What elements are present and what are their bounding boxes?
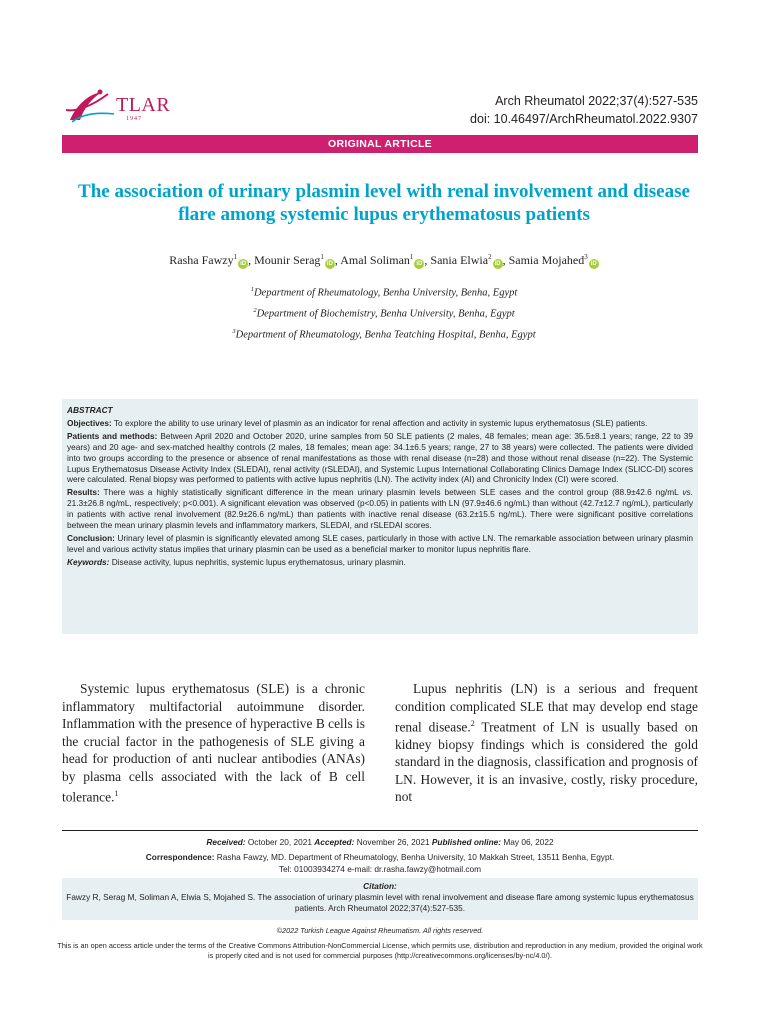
abstract-box [62, 399, 698, 634]
footer-divider [62, 830, 698, 831]
author-name: Samia Mojahed [508, 253, 585, 267]
journal-reference: Arch Rheumatol 2022;37(4):527-535 [495, 94, 698, 108]
affiliation: $^3$Department of Rheumatology, Benha Teatching Hospital, Benha, Egypt [232, 328, 536, 341]
orcid-icon[interactable]: iD [494, 261, 501, 267]
author-list: Rasha Fawzy$^1$iD , Mounir Serag$^1$iD , Amal Soliman$^1$iD , Sania Elwia$^2$iD , Samia Mojahed$^3$iD [169, 253, 597, 267]
author [509, 253, 599, 267]
license-notice: This is an open access article under the terms of the Creative Commons Attribution-NonCommercial License, which permits use, distribution and reproduction in any medium, provided the original work is properly cited and is not used for commercial purposes (http://creativecommons.org/licenses/by-nc/4.0/). [57, 941, 703, 960]
abstract-methods: Patients and methods: Between April 2020 and October 2020, urine samples from 50 SLE patients (2 males, 48 females; mean age: 35.5±8.1 years; range, 22 to 39 years) and 20 age- and sex-matched healthy controls (2 males, 18 females; mean age: 34.1±6.5 years; range, 27 to 38 years) were collected. The patients were divided into two groups according to the presence or absence of renal manifestations as those with renal disease (n=28) and those without renal disease (n=22). The Systemic Lupus Erythematosus Disease Activity Index (SLEDAI), renal activity (rSLEDAI), and Systemic Lupus International Collaborating Clinics Damage Index (SLICC-DI) scores were calculated. Renal biopsy was performed to patients with active lupus nephritis (LN). The activity index (AI) and Chronicity Index (CI) were scored. [67, 430, 693, 485]
affiliation-list [62, 281, 706, 344]
body-column-right [395, 680, 698, 806]
doi-link[interactable]: doi: 10.46497/ArchRheumatol.2022.9307 [470, 112, 698, 126]
logo-year: 1947 [126, 116, 142, 122]
journal-citation [470, 92, 698, 128]
orcid-icon[interactable]: iD [416, 261, 423, 267]
copyright-notice: ©2022 Turkish League Against Rheumatism. All rights reserved. [276, 926, 484, 935]
orcid-icon[interactable]: iD [326, 261, 333, 267]
author [254, 253, 335, 267]
author-affiliation-sup: 1 [409, 253, 414, 261]
logo-text: TLAR [116, 94, 171, 116]
orcid-icon[interactable]: iD [590, 261, 597, 267]
citation-box [62, 878, 698, 920]
author-affiliation-sup: 1 [320, 253, 324, 261]
abstract-heading: ABSTRACT [67, 405, 113, 415]
body-column-left [62, 680, 365, 806]
abstract-keywords: Keywords: Disease activity, lupus nephritis, systemic lupus erythematosus, urinary plasmin. [67, 556, 406, 567]
article-dates: Received: October 20, 2021 Accepted: November 26, 2021 Published online: May 06, 2022 [206, 837, 554, 847]
affiliation: $^2$Department of Biochemistry, Benha University, Benha, Egypt [253, 307, 515, 320]
abstract-objectives: Objectives: To explore the ability to use urinary level of plasmin as an indicator for renal affection and activity in systemic lupus erythematosus (SLE) patients. [67, 417, 648, 428]
logo-swoosh-icon [62, 86, 118, 130]
author-affiliation-sup: 3 [584, 253, 588, 261]
author-name: Sania Elwia [430, 253, 489, 267]
author-name: Rasha Fawzy [169, 253, 234, 267]
correspondence: Correspondence: Rasha Fawzy, MD. Department of Rheumatology, Benha University, 10 Makkah Street, 13511 Benha, Egypt. Tel: 01003934274 e-mail: dr.rasha.fawzy@hotmail.com [62, 851, 698, 875]
author-name: Amal Soliman [340, 253, 410, 267]
author-name: Mounir Serag [254, 253, 321, 267]
author [169, 253, 248, 267]
author [430, 253, 502, 267]
abstract-conclusion: Conclusion: Urinary level of plasmin is significantly elevated among SLE cases, particularly in those with active LN. The remarkable association between urinary plasmin level and various activity status implies that urinary plasmin can be used as a beneficial marker to monitor lupus nephritis flare. [67, 532, 693, 554]
affiliation: $^1$Department of Rheumatology, Benha University, Benha, Egypt [250, 286, 518, 299]
journal-logo [62, 86, 172, 130]
reference-sup[interactable]: 1 [114, 789, 119, 798]
citation-text: Fawzy R, Serag M, Soliman A, Elwia S, Mojahed S. The association of urinary plasmin level with renal involvement and disease flare among systemic lupus erythematosus patients. Arch Rheumatol 2022;37(4):527-535. [66, 892, 694, 913]
article-title: The association of urinary plasmin level with renal involvement and disease flare among systemic lupus erythematosus patients [78, 181, 690, 225]
orcid-icon[interactable]: iD [240, 261, 247, 267]
author [340, 253, 424, 267]
citation-heading: Citation: [363, 881, 397, 891]
article-type-banner: ORIGINAL ARTICLE [62, 135, 698, 153]
body-paragraph: Lupus nephritis (LN) is a serious and frequent condition complicated SLE that may develop end stage renal disease.$^2$ Treatment of LN is usually based on kidney biopsy findings which is considered the gold standard in the diagnosis, classification and prognosis of LN. However, it is an invasive, costly, risky procedure, not [395, 681, 698, 805]
author-affiliation-sup: 2 [488, 253, 492, 261]
contact-info: Tel: 01003934274 e-mail: dr.rasha.fawzy@hotmail.com [278, 864, 482, 874]
reference-sup[interactable]: 2 [470, 719, 475, 728]
author-affiliation-sup: 1 [233, 253, 238, 261]
body-paragraph: Systemic lupus erythematosus (SLE) is a chronic inflammatory multifactorial autoimmune disorder. Inflammation with the presence of hyperactive B cells is the crucial factor in the pathogenesis of SLE giving a head for production of anti nuclear antibodies (ANAs) by plasma cells associated with the lack of B cell tolerance.$^1$ [62, 681, 365, 805]
abstract-results: Results: There was a highly statistically significant difference in the mean urinary plasmin levels between SLE cases and the control group (88.9±42.6 ng/mL vs. 21.3±26.8 ng/mL, respectively; p<0.001). A significant elevation was observed (p<0.05) in patients with LN (97.9±46.6 ng/mL) than without (42.7±12.7 ng/mL), particularly in patients with active renal involvement (82.9±26.6 ng/mL) than patients with inactive renal disease (63.2±15.5 ng/mL). There were significant positive correlations between the mean urinary plasmin levels and inflammatory markers, SLEDAI, and rSLEDAI scores. [67, 487, 693, 531]
